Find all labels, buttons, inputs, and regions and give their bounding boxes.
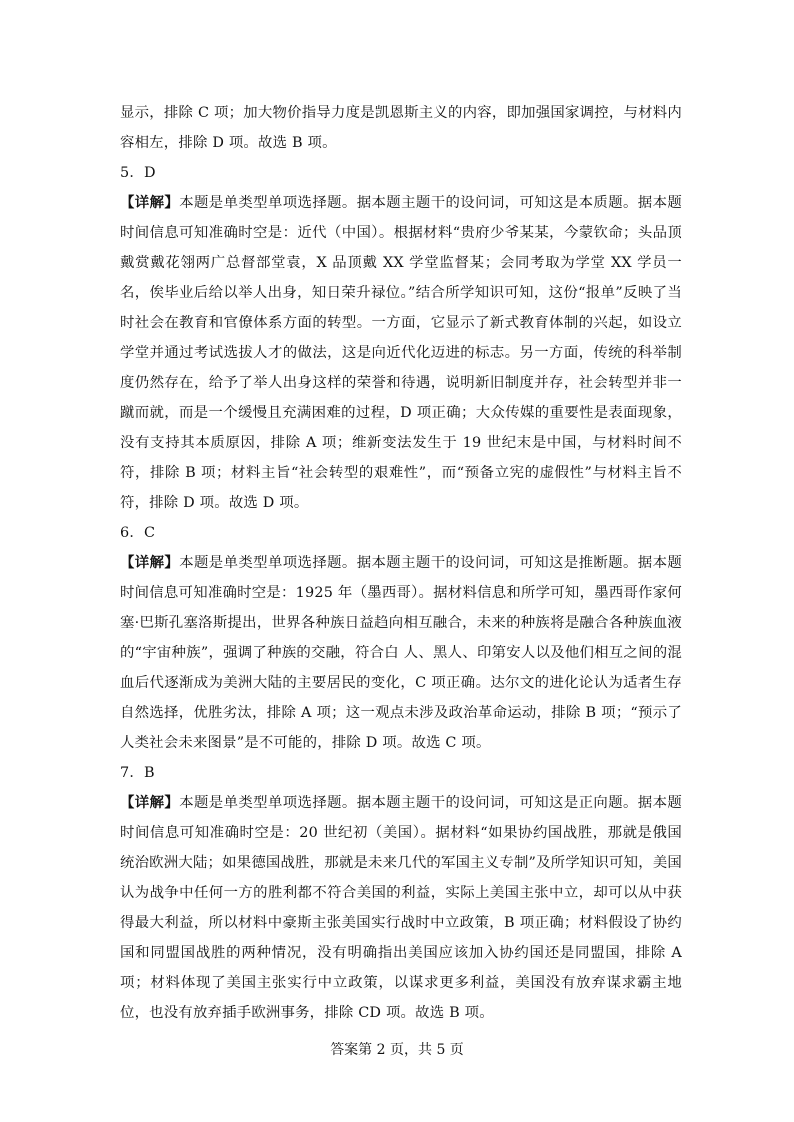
detail-label: 【详解】 <box>120 794 180 811</box>
question-7-text: 本题是单类型单项选择题。据本题主题干的设问词，可知这是正向题。据本题时间信息可知准确时空是：20 世纪初（美国）。据材料“如果协约国战胜，那就是俄国统治欧洲大陆；如果德国战胜，那就是未来几代的军国主义专制”及所学知识可知，美国认为战争中任何一方的胜利都不符合美国的利益，实际上美国主张中立，却可以从中获得最大利益，所以材料中豪斯主张美国实行战时中立政策，B 项正确；材料假设了协约国和同盟国战胜的两种情况，没有明确指出美国应该加入协约国还是同盟国，排除 A 项；材料体现了美国主张实行中立政策，以谋求更多利益，美国没有放弃谋求霸主地位，也没有放弃插手欧洲事务，排除 CD 项。故选 B 项。 <box>120 795 683 1021</box>
question-6-answer: 6．C <box>120 525 156 541</box>
detail-label: 【详解】 <box>120 554 180 571</box>
page-footer: 答案第 2 页，共 5 页 <box>330 1042 464 1058</box>
question-7-explanation <box>120 788 682 1028</box>
question-5-answer: 5．D <box>120 165 156 181</box>
question-5-text: 本题是单类型单项选择题。据本题主题干的设问词，可知这是本质题。据本题时间信息可知准确时空是：近代（中国）。根据材料“贵府少爷某某，今蒙钦命；头品顶戴赏戴花翎两广总督部堂袁，X 品顶戴 XX 学堂监督某；会同考取为学堂 XX 学员一名，俟毕业后给以举人出身，知日荣升禄位。”结合所学知识可知，这份“报单”反映了当时社会在教育和官僚体系方面的转型。一方面，它显示了新式教育体制的兴起，如设立学堂并通过考试选拔人才的做法，这是向近代化迈进的标志。另一方面，传统的科举制度仍然存在，给予了举人出身这样的荣誉和待遇，说明新旧制度并存，社会转型并非一蹴而就，而是一个缓慢且充满困难的过程，D 项正确；大众传媒的重要性是表面现象，没有支持其本质原因，排除 A 项；维新变法发生于 19 世纪末是中国，与材料时间不符，排除 B 项；材料主旨“社会转型的艰难性”，而“预备立宪的虚假性”与材料主旨不符，排除 D 项。故选 D 项。 <box>120 195 682 511</box>
answer-content <box>120 98 682 1028</box>
question-7-answer: 7．B <box>120 765 155 781</box>
question-6-explanation <box>120 548 682 758</box>
detail-label: 【详解】 <box>120 194 180 211</box>
intro-paragraph: 显示，排除 C 项；加大物价指导力度是凯恩斯主义的内容，即加强国家调控，与材料内容相左，排除 D 项。故选 B 项。 <box>120 105 682 151</box>
question-5-explanation <box>120 188 682 518</box>
question-6-text: 本题是单类型单项选择题。据本题主题干的设问词，可知这是推断题。据本题时间信息可知准确时空是：1925 年（墨西哥）。据材料信息和所学可知，墨西哥作家何塞·巴斯孔塞洛斯提出，世界各种族日益趋向相互融合，未来的种族将是融合各种族血液的“宇宙种族”，强调了种族的交融，符合白 人、黑人、印第安人以及他们相互之间的混血后代逐渐成为美洲大陆的主要居民的变化，C 项正确。达尔文的进化论认为适者生存自然选择，优胜劣汰，排除 A 项；这一观点未涉及政治革命运动，排除 B 项；“预示了人类社会未来图景”是不可能的，排除 D 项。故选 C 项。 <box>120 555 682 751</box>
